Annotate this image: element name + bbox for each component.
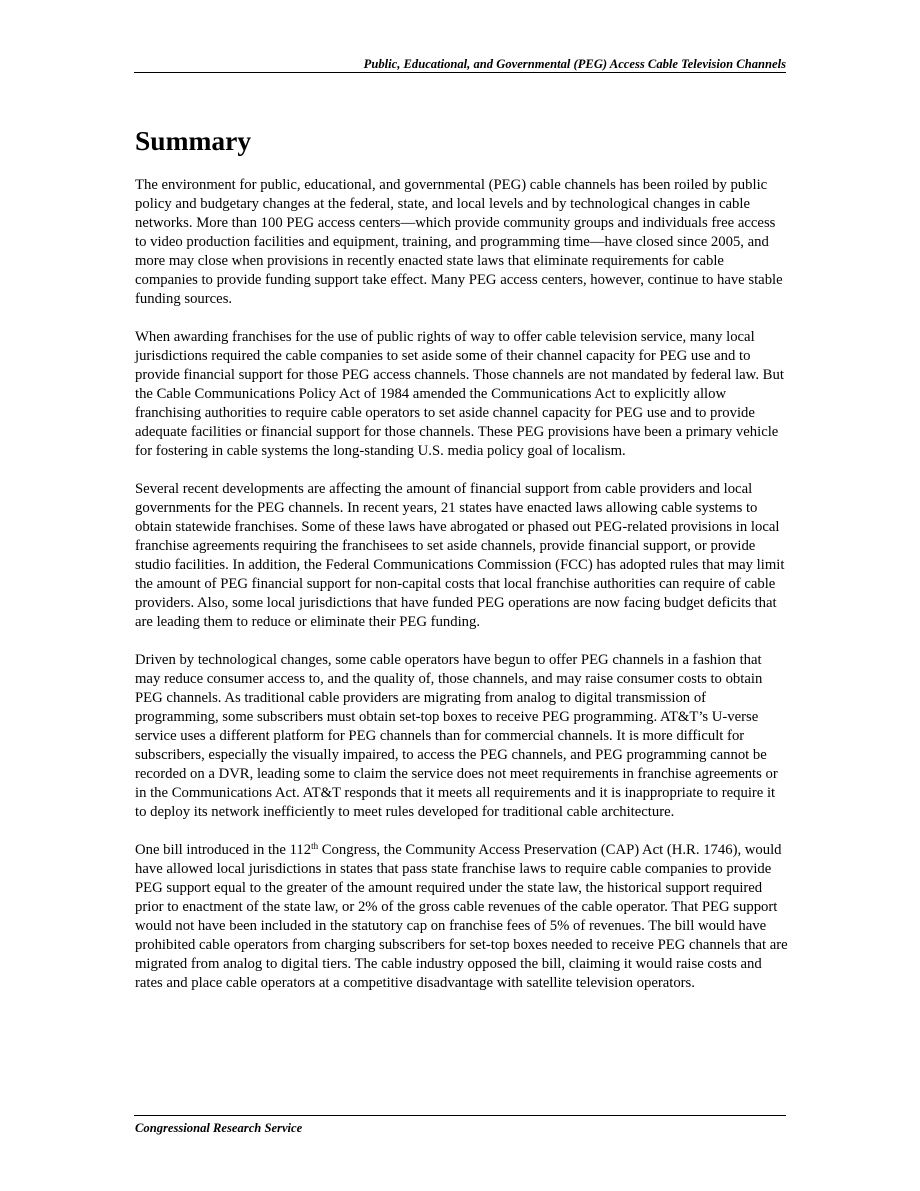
running-header: Public, Educational, and Governmental (PEG) Access Cable Television Channels	[363, 57, 786, 71]
footer-divider	[134, 1115, 786, 1116]
paragraph-cap-act	[135, 841, 789, 993]
paragraph-recent-developments: Several recent developments are affecting the amount of financial support from cable providers and local governments for the PEG channels. In recent years, 21 states have enacted laws allowing cable systems to obtain statewide franchises. Some of these laws have abrogated or phased out PEG-related provisions in local franchise agreements requiring the franchisees to set aside channels, provide financial support, or provide studio facilities. In addition, the Federal Communications Commission (FCC) has adopted rules that may limit the amount of PEG financial support for non-capital costs that local franchise authorities can require of cable providers. Also, some local jurisdictions that have funded PEG operations are now facing budget deficits that are leading them to reduce or eliminate their PEG funding.	[135, 481, 785, 630]
paragraph-peg-environment: The environment for public, educational, and governmental (PEG) cable channels has been roiled by public policy and budgetary changes at the federal, state, and local levels and by technological changes in cable networks. More than 100 PEG access centers—which provide community groups and individuals free access to video production facilities and equipment, training, and programming time—have closed since 2005, and more may close when provisions in recently enacted state laws that eliminate requirements for cable companies to provide funding support take effect. Many PEG access centers, however, continue to have stable funding sources.	[135, 177, 783, 307]
cap-act-text-rest: Congress, the Community Access Preservation (CAP) Act (H.R. 1746), would have allowed local jurisdictions in states that pass state franchise laws to require cable companies to provide PEG support equal to the greater of the amount required under the state law, the historical support required prior to enactment of the state law, or 2% of the gross cable revenues of the cable operator. That PEG support would not have been included in the statutory cap on franchise fees of 5% of revenues. The bill would have prohibited cable operators from charging subscribers for set-top boxes needed to receive PEG channels that are migrated from analog to digital tiers. The cable industry opposed the bill, claiming it would raise costs and rates and place cable operators at a competitive disadvantage with satellite television operators.	[135, 842, 788, 991]
running-footer: Congressional Research Service	[135, 1121, 303, 1135]
summary-body	[135, 176, 789, 1012]
cap-act-text-start: One bill introduced in the 112	[135, 842, 312, 858]
page-title: Summary	[135, 125, 252, 156]
paragraph-franchise-awards: When awarding franchises for the use of public rights of way to offer cable television service, many local jurisdictions required the cable companies to set aside some of their channel capacity for PEG use and to provide financial support for those PEG access channels. Those channels are not mandated by federal law. But the Cable Communications Policy Act of 1984 amended the Communications Act to explicitly allow franchising authorities to require cable operators to set aside channel capacity for PEG use and to provide adequate facilities or financial support for those channels. These PEG provisions have been a primary vehicle for fostering in cable systems the long-standing U.S. media policy goal of localism.	[135, 329, 784, 459]
paragraph-technological-changes: Driven by technological changes, some cable operators have begun to offer PEG channels in a fashion that may reduce consumer access to, and the quality of, those channels, and may raise consumer costs to obtain PEG channels. As traditional cable providers are migrating from analog to digital transmission of programming, some subscribers must obtain set-top boxes to receive PEG programming. AT&T’s U-verse service uses a different platform for PEG channels than for commercial channels. It is more difficult for subscribers, especially the visually impaired, to access the PEG channels, and PEG programming cannot be recorded on a DVR, leading some to claim the service does not meet requirements in franchise agreements or in the Communications Act. AT&T responds that it meets all requirements and it is inappropriate to require it to deploy its network inefficiently to meet rules developed for traditional cable architecture.	[135, 652, 778, 820]
ordinal-suffix: th	[311, 841, 319, 851]
header-divider	[134, 72, 786, 73]
